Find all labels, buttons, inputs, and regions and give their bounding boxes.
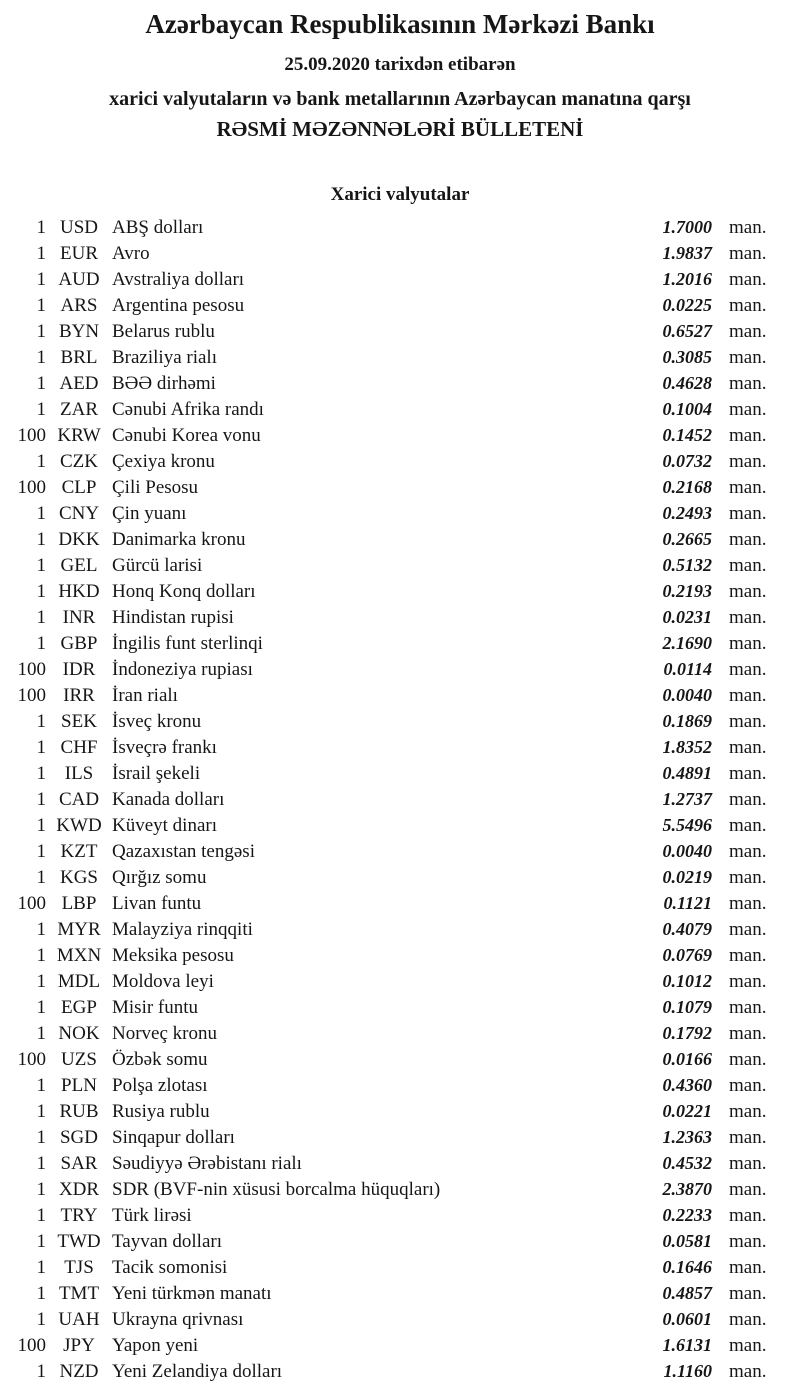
currency-rate: 0.4079 <box>662 919 712 939</box>
currency-name: İngilis funt sterlinqi <box>112 633 263 654</box>
currency-name: Çexiya kronu <box>112 451 215 472</box>
currency-code: SGD <box>59 1127 98 1148</box>
currency-rate: 0.2493 <box>662 503 712 523</box>
currency-unit: man. <box>729 1075 767 1096</box>
currency-row <box>0 786 800 812</box>
currency-code: XDR <box>58 1179 100 1200</box>
currency-name: Sinqapur dolları <box>112 1127 235 1148</box>
currency-row <box>0 448 800 474</box>
currency-rate: 0.5132 <box>662 555 712 575</box>
currency-name: Honq Konq dolları <box>112 581 256 602</box>
currency-name: Avro <box>112 243 150 264</box>
currency-quantity: 100 <box>17 893 46 914</box>
currency-row <box>0 1124 800 1150</box>
currency-row <box>0 1254 800 1280</box>
currency-row <box>0 1332 800 1358</box>
currency-name: Cənubi Afrika randı <box>112 399 264 420</box>
currency-quantity: 1 <box>36 789 46 810</box>
currency-name: Qırğız somu <box>112 867 207 888</box>
currency-unit: man. <box>729 321 767 342</box>
currency-name: Küveyt dinarı <box>112 815 218 836</box>
currency-quantity: 1 <box>36 815 46 836</box>
currency-name: Gürcü larisi <box>112 555 203 576</box>
currency-row <box>0 1280 800 1306</box>
currency-row <box>0 604 800 630</box>
currency-unit: man. <box>729 1361 767 1382</box>
currency-quantity: 1 <box>36 919 46 940</box>
currency-rate: 0.2665 <box>662 529 712 549</box>
currency-quantity: 100 <box>17 1335 46 1356</box>
currency-name: Yapon yeni <box>112 1335 199 1356</box>
currency-rate: 0.0221 <box>662 1101 712 1121</box>
currency-unit: man. <box>729 711 767 732</box>
currency-unit: man. <box>729 945 767 966</box>
currency-name: Danimarka kronu <box>112 529 246 550</box>
currency-row <box>0 526 800 552</box>
currency-quantity: 1 <box>36 217 46 238</box>
currency-name: Kanada dolları <box>112 789 225 810</box>
currency-name: Moldova leyi <box>112 971 214 992</box>
currency-quantity: 1 <box>36 503 46 524</box>
currency-name: SDR (BVF-nin xüsusi borcalma hüquqları) <box>112 1179 441 1200</box>
currency-name: İndoneziya rupiası <box>112 659 253 680</box>
currency-unit: man. <box>729 919 767 940</box>
currency-row <box>0 1202 800 1228</box>
currency-name: Avstraliya dolları <box>112 269 245 290</box>
currency-table <box>0 214 800 1384</box>
document-subtitle: xarici valyutaların və bank metallarının Azərbaycan manatına qarşı <box>109 88 691 110</box>
currency-code: SAR <box>60 1153 98 1174</box>
currency-code: USD <box>59 217 98 238</box>
currency-code: EGP <box>61 997 97 1018</box>
currency-code: SEK <box>61 711 97 732</box>
currency-unit: man. <box>729 477 767 498</box>
currency-quantity: 1 <box>36 529 46 550</box>
currency-quantity: 1 <box>36 581 46 602</box>
currency-unit: man. <box>729 763 767 784</box>
currency-unit: man. <box>729 581 767 602</box>
currency-code: JPY <box>63 1335 95 1356</box>
currency-name: Cənubi Korea vonu <box>112 425 261 446</box>
currency-unit: man. <box>729 425 767 446</box>
currency-rate: 0.1646 <box>662 1257 712 1277</box>
currency-code: TWD <box>57 1231 101 1252</box>
currency-rate: 1.6131 <box>662 1335 712 1355</box>
currency-code: UZS <box>61 1049 97 1070</box>
currency-code: MYR <box>57 919 101 940</box>
currency-code: AED <box>59 373 99 394</box>
currency-rate: 0.0040 <box>662 685 712 705</box>
currency-unit: man. <box>729 1153 767 1174</box>
bulletin-title: RƏSMİ MƏZƏNNƏLƏRİ BÜLLETENİ <box>216 117 584 141</box>
currency-name: Polşa zlotası <box>112 1075 208 1096</box>
currency-unit: man. <box>729 815 767 836</box>
currency-rate: 0.4532 <box>662 1153 712 1173</box>
currency-row <box>0 760 800 786</box>
currency-quantity: 1 <box>36 295 46 316</box>
currency-rate: 0.4857 <box>662 1283 712 1303</box>
currency-quantity: 1 <box>36 1257 46 1278</box>
currency-row <box>0 318 800 344</box>
currency-rate: 0.3085 <box>662 347 712 367</box>
currency-name: BƏƏ dirhəmi <box>112 373 216 394</box>
currency-unit: man. <box>729 1309 767 1330</box>
currency-quantity: 1 <box>36 555 46 576</box>
currency-quantity: 1 <box>36 945 46 966</box>
currency-quantity: 100 <box>17 685 46 706</box>
currency-unit: man. <box>729 685 767 706</box>
currency-code: ILS <box>64 763 94 784</box>
currency-row <box>0 1020 800 1046</box>
currency-quantity: 1 <box>36 347 46 368</box>
currency-quantity: 100 <box>17 477 46 498</box>
currency-quantity: 1 <box>36 1361 46 1382</box>
currency-code: NZD <box>59 1361 99 1382</box>
currency-code: IDR <box>62 659 96 680</box>
currency-row <box>0 708 800 734</box>
currency-rate: 0.0732 <box>662 451 712 471</box>
currency-quantity: 1 <box>36 867 46 888</box>
currency-code: IRR <box>63 685 95 706</box>
currency-quantity: 1 <box>36 1205 46 1226</box>
currency-name: Malayziya rinqqiti <box>112 919 253 940</box>
currency-rate: 0.1079 <box>662 997 712 1017</box>
currency-unit: man. <box>729 607 767 628</box>
currency-quantity: 1 <box>36 321 46 342</box>
currency-name: Səudiyyə Ərəbistanı rialı <box>112 1153 302 1174</box>
currency-unit: man. <box>729 997 767 1018</box>
currency-unit: man. <box>729 971 767 992</box>
currency-code: TJS <box>64 1257 94 1278</box>
currency-quantity: 1 <box>36 997 46 1018</box>
currency-quantity: 1 <box>36 1283 46 1304</box>
currency-name: Çin yuanı <box>112 503 187 524</box>
currency-name: Misir funtu <box>112 997 199 1018</box>
currency-code: EUR <box>60 243 98 264</box>
currency-quantity: 1 <box>36 1075 46 1096</box>
currency-row <box>0 396 800 422</box>
currency-quantity: 1 <box>36 633 46 654</box>
currency-rate: 1.2016 <box>662 269 712 289</box>
currency-rate: 0.0219 <box>662 867 712 887</box>
currency-row <box>0 838 800 864</box>
currency-unit: man. <box>729 503 767 524</box>
currency-unit: man. <box>729 841 767 862</box>
currency-rate: 1.1160 <box>663 1361 712 1381</box>
currency-unit: man. <box>729 217 767 238</box>
currency-rate: 0.1452 <box>662 425 712 445</box>
currency-name: İsveçrə frankı <box>112 737 217 758</box>
currency-rate: 0.0769 <box>662 945 712 965</box>
currency-unit: man. <box>729 1335 767 1356</box>
currency-quantity: 1 <box>36 737 46 758</box>
currency-code: NOK <box>58 1023 100 1044</box>
currency-unit: man. <box>729 1179 767 1200</box>
currency-row <box>0 864 800 890</box>
currency-rate: 0.0166 <box>662 1049 712 1069</box>
currency-name: Özbək somu <box>112 1049 208 1070</box>
currency-row <box>0 1072 800 1098</box>
currency-code: CZK <box>60 451 98 472</box>
currency-row <box>0 500 800 526</box>
currency-name: İsrail şekeli <box>112 763 201 784</box>
currency-rate: 0.0225 <box>662 295 712 315</box>
currency-name: Rusiya rublu <box>112 1101 210 1122</box>
currency-row <box>0 344 800 370</box>
currency-row <box>0 1046 800 1072</box>
currency-name: Hindistan rupisi <box>112 607 234 628</box>
currency-rate: 0.1121 <box>663 893 712 913</box>
currency-row <box>0 266 800 292</box>
currency-code: GEL <box>60 555 98 576</box>
currency-quantity: 1 <box>36 841 46 862</box>
currency-code: ARS <box>60 295 98 316</box>
currency-name: Tacik somonisi <box>112 1257 228 1278</box>
currency-code: HKD <box>58 581 100 602</box>
currency-name: İsveç kronu <box>112 711 202 732</box>
currency-name: Qazaxıstan tengəsi <box>112 841 255 862</box>
currency-name: Argentina pesosu <box>112 295 245 316</box>
currency-name: Livan funtu <box>112 893 202 914</box>
currency-rate: 2.3870 <box>662 1179 712 1199</box>
currency-row <box>0 1098 800 1124</box>
document-header <box>0 7 800 143</box>
currency-quantity: 1 <box>36 711 46 732</box>
currency-rate: 0.0040 <box>662 841 712 861</box>
currency-rate: 0.0581 <box>662 1231 712 1251</box>
currency-rate: 0.6527 <box>662 321 712 341</box>
currency-code: PLN <box>61 1075 97 1096</box>
currency-code: CAD <box>58 789 100 810</box>
currency-quantity: 1 <box>36 1127 46 1148</box>
currency-code: INR <box>62 607 96 628</box>
currency-row <box>0 916 800 942</box>
currency-code: RUB <box>59 1101 99 1122</box>
currency-rate: 0.4628 <box>662 373 712 393</box>
currency-rate: 1.9837 <box>662 243 712 263</box>
currency-rate: 1.2737 <box>662 789 712 809</box>
currency-row <box>0 682 800 708</box>
currency-row <box>0 890 800 916</box>
currency-unit: man. <box>729 1231 767 1252</box>
currency-unit: man. <box>729 399 767 420</box>
currency-unit: man. <box>729 295 767 316</box>
currency-row <box>0 422 800 448</box>
currency-name: Türk lirəsi <box>112 1205 192 1226</box>
currency-rate: 0.0601 <box>662 1309 712 1329</box>
currency-name: ABŞ dolları <box>112 217 204 238</box>
currency-quantity: 1 <box>36 451 46 472</box>
currency-quantity: 1 <box>36 1309 46 1330</box>
currency-code: AUD <box>58 269 100 290</box>
currency-unit: man. <box>729 451 767 472</box>
currency-quantity: 1 <box>36 1231 46 1252</box>
currency-unit: man. <box>729 347 767 368</box>
currency-row <box>0 942 800 968</box>
currency-rate: 0.0114 <box>663 659 712 679</box>
currency-quantity: 1 <box>36 243 46 264</box>
currency-code: CHF <box>60 737 98 758</box>
currency-unit: man. <box>729 555 767 576</box>
currency-row <box>0 630 800 656</box>
currency-rate: 5.5496 <box>662 815 712 835</box>
currency-code: TMT <box>58 1283 100 1304</box>
currency-quantity: 100 <box>17 1049 46 1070</box>
currency-unit: man. <box>729 1127 767 1148</box>
currency-quantity: 1 <box>36 399 46 420</box>
currency-row <box>0 994 800 1020</box>
currency-row <box>0 240 800 266</box>
currency-code: KZT <box>60 841 98 862</box>
currency-unit: man. <box>729 659 767 680</box>
currency-name: Meksika pesosu <box>112 945 234 966</box>
currency-row <box>0 1358 800 1384</box>
currency-code: TRY <box>60 1205 98 1226</box>
bank-title: Azərbaycan Respublikasının Mərkəzi Bankı <box>145 9 655 39</box>
currency-row <box>0 968 800 994</box>
currency-row <box>0 1306 800 1332</box>
currency-name: Braziliya rialı <box>112 347 217 368</box>
currency-unit: man. <box>729 867 767 888</box>
currency-quantity: 1 <box>36 1153 46 1174</box>
currency-row <box>0 812 800 838</box>
currency-code: BYN <box>58 321 100 342</box>
currency-code: MDL <box>57 971 101 992</box>
currency-unit: man. <box>729 633 767 654</box>
currency-unit: man. <box>729 1205 767 1226</box>
currency-rate: 2.1690 <box>662 633 712 653</box>
currency-unit: man. <box>729 1049 767 1070</box>
currency-row <box>0 292 800 318</box>
currency-row <box>0 552 800 578</box>
currency-quantity: 1 <box>36 607 46 628</box>
currency-name: Yeni türkmən manatı <box>112 1283 272 1304</box>
currency-rate: 1.8352 <box>662 737 712 757</box>
currency-code: KGS <box>59 867 98 888</box>
currency-row <box>0 214 800 240</box>
currency-rate: 0.0231 <box>662 607 712 627</box>
currency-code: BRL <box>60 347 98 368</box>
currency-row <box>0 370 800 396</box>
currency-row <box>0 656 800 682</box>
currency-unit: man. <box>729 893 767 914</box>
currency-rate: 0.1004 <box>662 399 712 419</box>
currency-code: ZAR <box>60 399 98 420</box>
currency-code: UAH <box>58 1309 100 1330</box>
currency-row <box>0 1150 800 1176</box>
currency-name: İran rialı <box>112 685 178 706</box>
currency-code: GBP <box>60 633 98 654</box>
currency-name: Belarus rublu <box>112 321 215 342</box>
currency-code: CLP <box>61 477 97 498</box>
currency-row <box>0 734 800 760</box>
currency-quantity: 1 <box>36 1179 46 1200</box>
currency-quantity: 100 <box>17 659 46 680</box>
currency-unit: man. <box>729 1283 767 1304</box>
currency-unit: man. <box>729 529 767 550</box>
currency-quantity: 1 <box>36 373 46 394</box>
currency-unit: man. <box>729 789 767 810</box>
currency-unit: man. <box>729 269 767 290</box>
currency-row <box>0 474 800 500</box>
currency-unit: man. <box>729 737 767 758</box>
currency-code: DKK <box>58 529 100 550</box>
currency-row <box>0 1176 800 1202</box>
currency-unit: man. <box>729 243 767 264</box>
currency-rate: 1.7000 <box>662 217 712 237</box>
currency-quantity: 1 <box>36 971 46 992</box>
currency-rate: 0.1869 <box>662 711 712 731</box>
currency-row <box>0 1228 800 1254</box>
effective-date-line: 25.09.2020 tarixdən etibarən <box>284 54 516 75</box>
currency-name: Çili Pesosu <box>112 477 199 498</box>
currency-rate: 0.2168 <box>662 477 712 497</box>
currency-code: KWD <box>56 815 102 836</box>
currency-code: KRW <box>57 425 101 446</box>
currency-rate: 0.1012 <box>662 971 712 991</box>
currency-rate: 0.2193 <box>662 581 712 601</box>
currency-quantity: 1 <box>36 269 46 290</box>
currency-code: MXN <box>56 945 102 966</box>
currency-name: Yeni Zelandiya dolları <box>112 1361 283 1382</box>
currency-name: Ukrayna qrivnası <box>112 1309 244 1330</box>
currency-rate: 0.4360 <box>662 1075 712 1095</box>
currency-rate: 0.2233 <box>662 1205 712 1225</box>
currency-code: LBP <box>61 893 97 914</box>
currency-name: Norveç kronu <box>112 1023 217 1044</box>
currency-unit: man. <box>729 1023 767 1044</box>
currency-name: Tayvan dolları <box>112 1231 222 1252</box>
currency-unit: man. <box>729 1257 767 1278</box>
currency-quantity: 100 <box>17 425 46 446</box>
currency-rate: 0.4891 <box>662 763 712 783</box>
section-title-foreign-currencies: Xarici valyutalar <box>330 184 470 205</box>
currency-rate: 1.2363 <box>662 1127 712 1147</box>
currency-quantity: 1 <box>36 763 46 784</box>
currency-unit: man. <box>729 373 767 394</box>
currency-quantity: 1 <box>36 1101 46 1122</box>
currency-unit: man. <box>729 1101 767 1122</box>
currency-row <box>0 578 800 604</box>
currency-quantity: 1 <box>36 1023 46 1044</box>
currency-rate: 0.1792 <box>662 1023 712 1043</box>
currency-code: CNY <box>58 503 100 524</box>
